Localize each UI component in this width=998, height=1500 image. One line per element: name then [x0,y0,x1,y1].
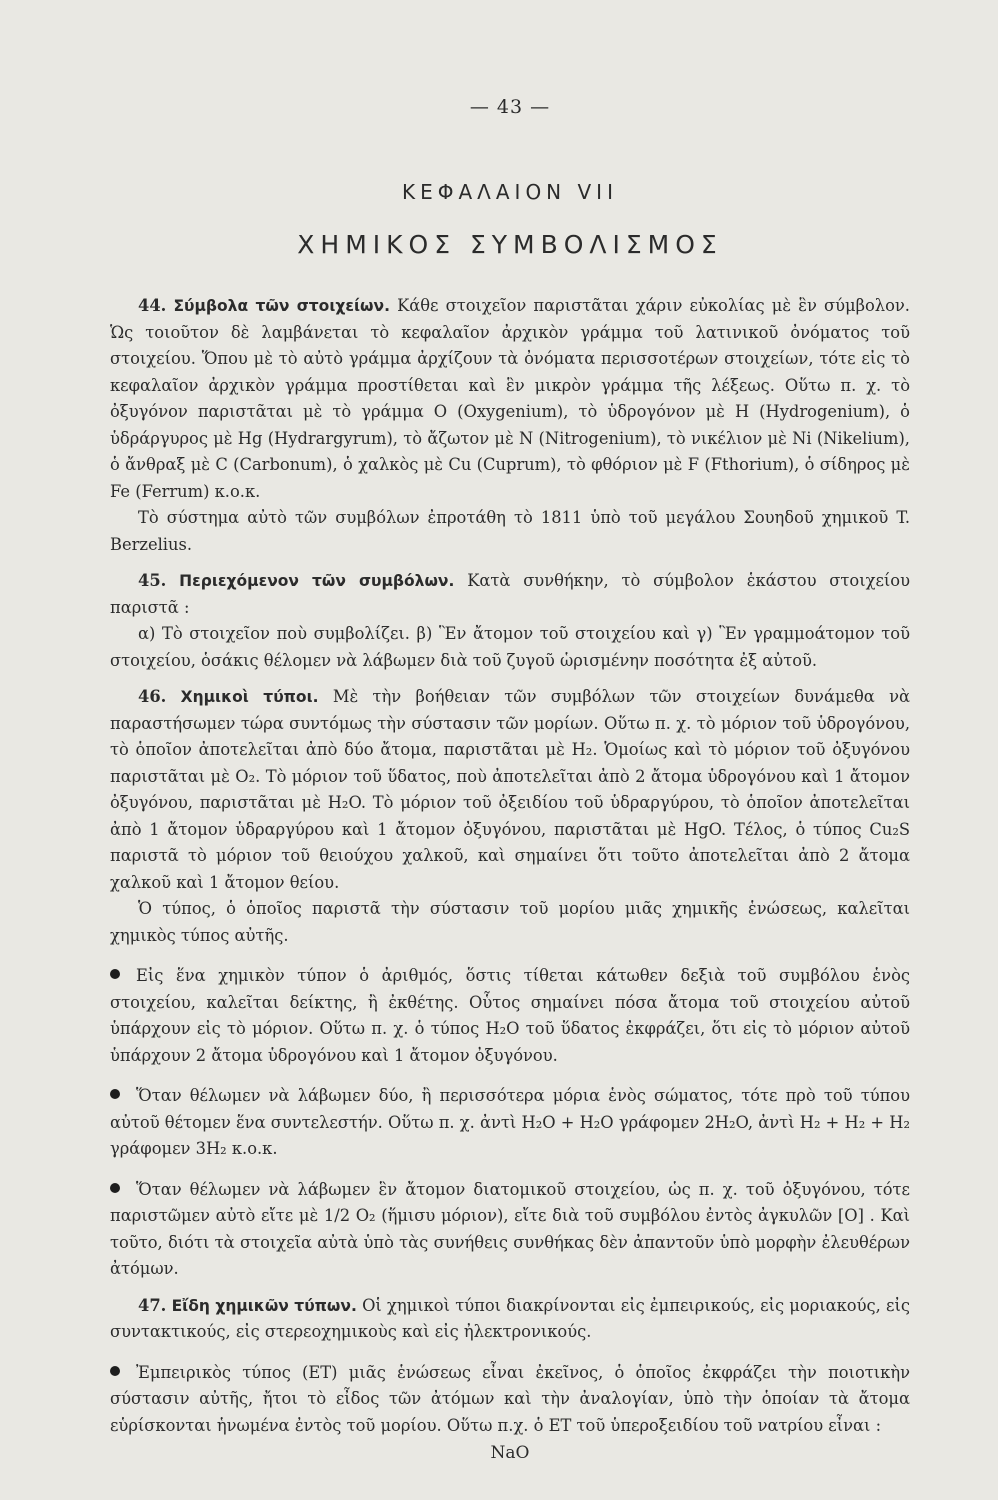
section-45-paragraph [110,568,910,621]
section-46-text: Μὲ τὴν βοήθειαν τῶν συμβόλων τῶν στοιχείων δυνάμεθα νὰ παραστήσωμεν τώρα συντόμως τὴν σύστασιν τῶν μορίων. Οὕτω π. χ. τὸ μόριον τοῦ ὑδρογόνου, τὸ ὁποῖον ἀποτελεῖται ἀπὸ δύο ἄτομα, παριστᾶται μὲ H₂. Ὁμοίως καὶ τὸ μόριον τοῦ ὀξυγόνου παριστᾶται μὲ O₂. Τὸ μόριον τοῦ ὕδατος, ποὺ ἀποτελεῖται ἀπὸ 2 ἄτομα ὑδρογόνου καὶ 1 ἄτομον ὀξυγόνου, παριστᾶται μὲ H₂O. Τὸ μόριον τοῦ ὀξειδίου τοῦ ὑδραργύρου, τὸ ὁποῖον ἀποτελεῖται ἀπὸ 1 ἄτομον ὑδραργύρου καὶ 1 ἄτομον ὀξυγόνου, παριστᾶται μὲ HgO. Τέλος, ὁ τύπος Cu₂S παριστᾶ τὸ μόριον τοῦ θειούχου χαλκοῦ, καὶ σημαίνει ὅτι τοῦτο ἀποτελεῖται ἀπὸ 2 ἄτομα χαλκοῦ καὶ 1 ἄτομον θείου. [110,687,910,892]
bullet-3-text: Ὅταν θέλωμεν νὰ λάβωμεν ἓν ἄτομον διατομικοῦ στοιχείου, ὡς π. χ. τοῦ ὀξυγόνου, τότε παριστῶμεν αὐτὸ εἴτε μὲ 1/2 O₂ (ἥμισυ μόριον), εἴτε διὰ τοῦ συμβόλου ἐντὸς ἀγκυλῶν [O] . Καὶ τοῦτο, διότι τὰ στοιχεῖα αὐτὰ ὑπὸ τὰς συνήθεις συνθήκας δὲν ἀπαντοῦν ὑπὸ μορφὴν ἐλευθέρων ἀτόμων. [110,1179,910,1278]
section-46-definition-paragraph: Ὁ τύπος, ὁ ὁποῖος παριστᾶ τὴν σύστασιν τοῦ μορίου μιᾶς χημικῆς ἑνώσεως, καλεῖται χημικὸς τύπος αὐτῆς. [110,899,910,945]
section-47-number: 47. [138,1295,167,1315]
section-45-number: 45. [138,571,167,590]
section-46-number: 46. [138,687,167,706]
bullet-icon [110,969,120,979]
section-47-bullet-1-text: Ἐμπειρικὸς τύπος (ET) μιᾶς ἑνώσεως εἶναι ἐκεῖνος, ὁ ὁποῖος ἐκφράζει τὴν ποιοτικὴν σύστασιν αὐτῆς, ἤτοι τὸ εἶδος τῶν ἀτόμων καὶ τὴν ἀναλογίαν, ὑπὸ τὴν ὁποίαν τὰ ἄτομα εὑρίσκονται ἡνωμένα ἐντὸς τοῦ μορίου. Οὕτω π.χ. ὁ ET τοῦ ὑπεροξειδίου τοῦ νατρίου εἶναι : [110,1362,910,1435]
page-number: — 43 — [469,96,551,118]
chapter-heading: ΚΕΦΑΛΑΙΟΝ VII [402,180,618,204]
section-47-paragraph [110,1293,910,1346]
section-46-paragraph [110,684,910,896]
section-45-list-paragraph: α) Τὸ στοιχεῖον ποὺ συμβολίζει. β) Ἓν ἄτομον τοῦ στοιχείου καὶ γ) Ἓν γραμμοάτομον τοῦ στοιχείου, ὁσάκις θέλομεν νὰ λάβωμεν διὰ τοῦ ζυγοῦ ὡρισμένην ποσότητα ἐξ αὐτοῦ. [110,624,910,670]
section-45-text: Κατὰ συνθήκην, τὸ σύμβολον ἑκάστου στοιχείου παριστᾶ : [110,571,910,617]
bullet-1-text: Εἰς ἕνα χημικὸν τύπον ὁ ἀριθμός, ὅστις τίθεται κάτωθεν δεξιὰ τοῦ συμβόλου ἑνὸς στοιχείου, καλεῖται δείκτης, ἢ ἐκθέτης. Οὗτος σημαίνει πόσα ἄτομα τοῦ στοιχείου αὐτοῦ ὑπάρχουν εἰς τὸ μόριον. Οὕτω π. χ. ὁ τύπος H₂O τοῦ ὕδατος ἐκφράζει, ὅτι εἰς τὸ μόριον αὐτοῦ ὑπάρχουν 2 ἄτομα ὑδρογόνου καὶ 1 ἄτομον ὀξυγόνου. [110,966,910,1065]
section-46-bullet-2 [110,1083,910,1163]
section-46-bullet-1 [110,963,910,1069]
section-45-heading: Περιεχόμενον τῶν συμβόλων. [179,572,455,590]
section-44-berzelius-paragraph: Τὸ σύστημα αὐτὸ τῶν συμβόλων ἐπροτάθη τὸ 1811 ὑπὸ τοῦ μεγάλου Σουηδοῦ χημικοῦ T. Berzelius. [110,508,910,554]
section-44-paragraph [110,293,910,505]
bullet-2-text: Ὅταν θέλωμεν νὰ λάβωμεν δύο, ἢ περισσότερα μόρια ἑνὸς σώματος, τότε πρὸ τοῦ τύπου αὐτοῦ θέτομεν ἕνα συντελεστήν. Οὕτω π. χ. ἀντὶ H₂O + H₂O γράφομεν 2H₂O, ἀντὶ H₂ + H₂ + H₂ γράφομεν 3H₂ κ.ο.κ. [110,1086,910,1158]
section-47-text: Οἱ χημικοὶ τύποι διακρίνονται εἰς ἐμπειρικούς, εἰς μοριακούς, εἰς συντακτικούς, εἰς στερεοχημικοὺς καὶ εἰς ἠλεκτρονικούς. [110,1295,910,1341]
section-47-bullet-1 [110,1360,910,1440]
bullet-icon [110,1366,120,1376]
section-44-heading: Σύμβολα τῶν στοιχείων. [173,297,390,315]
bullet-icon [110,1089,120,1099]
formula-nao: NaO [490,1443,530,1463]
section-47-heading: Εἴδη χημικῶν τύπων. [171,1296,357,1315]
section-46-bullet-3 [110,1177,910,1283]
section-44-number: 44. [138,296,167,315]
chapter-title: ΧΗΜΙΚΟΣ ΣΥΜΒΟΛΙΣΜΟΣ [297,230,723,259]
section-46-heading: Χημικοὶ τύποι. [180,688,319,706]
section-44-text: Κάθε στοιχεῖον παριστᾶται χάριν εὐκολίας μὲ ἓν σύμβολον. Ὡς τοιοῦτον δὲ λαμβάνεται τὸ κεφαλαῖον ἀρχικὸν γράμμα τοῦ λατινικοῦ ὀνόματος τοῦ στοιχείου. Ὅπου μὲ τὸ αὐτὸ γράμμα ἀρχίζουν τὰ ὀνόματα περισσοτέρων στοιχείων, τότε εἰς τὸ κεφαλαῖον ἀρχικὸν γράμμα προστίθεται καὶ ἓν μικρὸν γράμμα τῆς λέξεως. Οὕτω π. χ. τὸ ὀξυγόνον παριστᾶται μὲ τὸ γράμμα O (Oxygenium), τὸ ὑδρογόνον μὲ H (Hydrogenium), ὁ ὑδράργυρος μὲ Hg (Hydrargyrum), τὸ ἄζωτον μὲ N (Nitrogenium), τὸ νικέλιον μὲ Ni (Nikelium), ὁ ἄνθραξ μὲ C (Carbonum), ὁ χαλκὸς μὲ Cu (Cuprum), τὸ φθόριον μὲ F (Fthorium), ὁ σίδηρος μὲ Fe (Ferrum) κ.ο.κ. [110,296,910,501]
bullet-icon [110,1183,120,1193]
